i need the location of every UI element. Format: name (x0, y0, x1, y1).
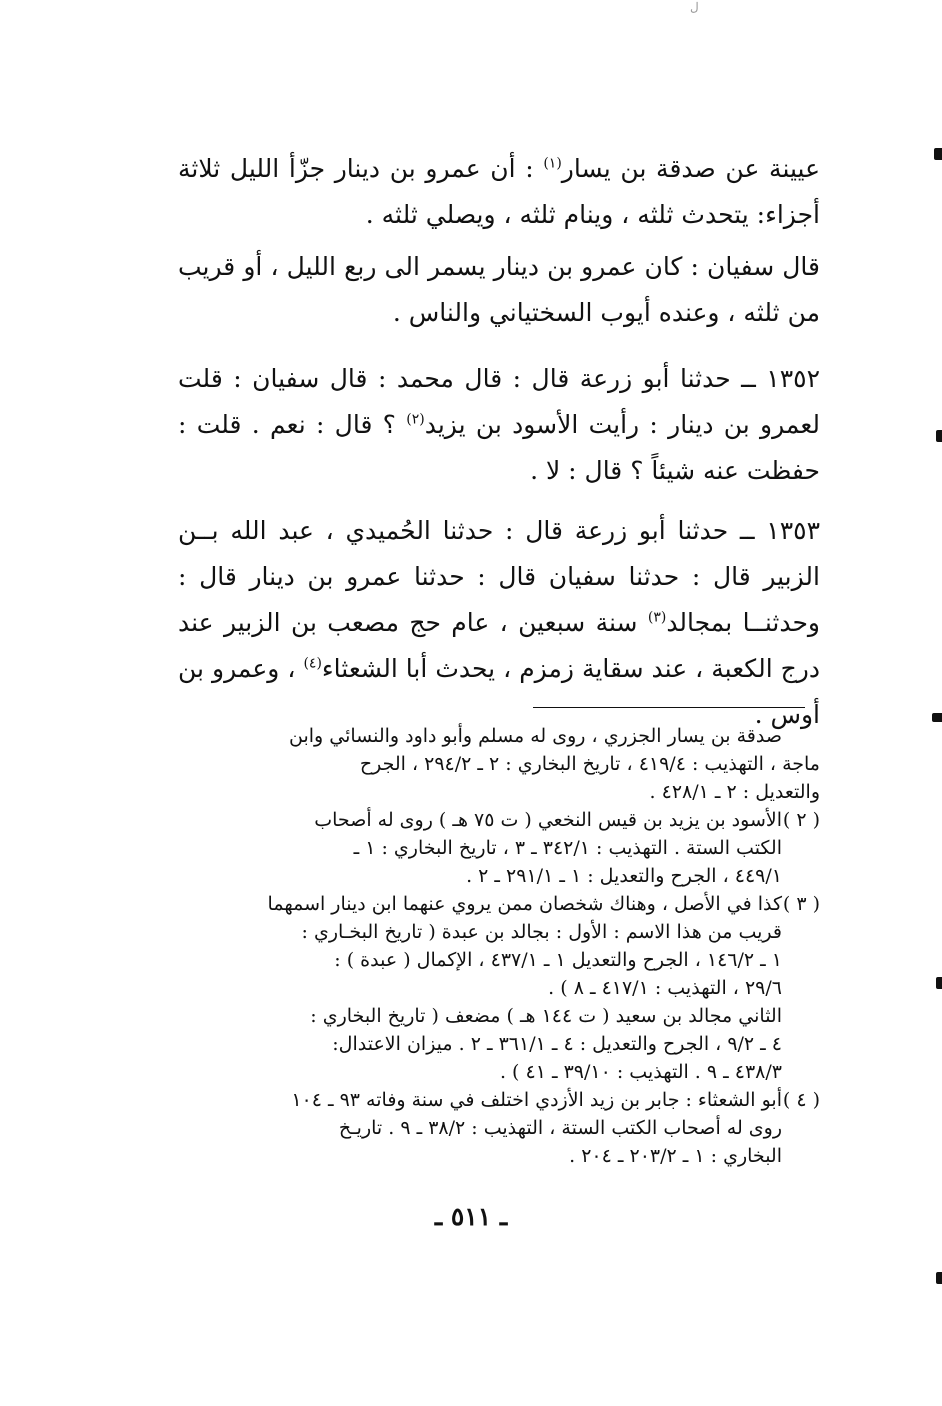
footnote-line: الأسود بن يزيد بن قيس النخعي ( ت ٧٥ هـ ) روى له أصحاب (314, 809, 782, 831)
footnote-line: روى له أصحاب الكتب الستة ، التهذيب : ٣٨/٢ ـ ٩ . تاريـخ (338, 1117, 782, 1139)
paragraph-hadith-1353 (178, 508, 820, 738)
footnote-line: ٤ ـ ٩/٢ ، الجرح والتعديل : ٤ ـ ٣٦١/١ ـ ٢ . ميزان الاعتدال: (332, 1033, 782, 1055)
footnote-line: كذا في الأصل ، وهناك شخصان ممن يروي عنهما ابن دينار اسمهما (267, 893, 782, 915)
footnote-2 (178, 806, 820, 890)
footnote-line: والتعديل : ٢ ـ ٤٢٨/١ . (649, 781, 820, 803)
main-text (178, 146, 820, 238)
text-segment: قال سفيان : كان عمرو بن دينار يسمر الى ربع الليل ، أو قريب من ثلثه ، وعنده أيوب السختياني والناس . (178, 252, 820, 327)
footnote-1 (178, 722, 820, 806)
paragraph-intro (178, 146, 820, 238)
footnote-ref: (١) (543, 155, 562, 172)
edge-mark (932, 713, 942, 722)
top-page-mark: ل (690, 0, 699, 14)
text-segment: سنة سبعين ، عام حج مصعب بن الزبير عند درج الكعبة ، عند سقاية زمزم ، يحدث أبا الشعثاء (178, 608, 821, 683)
edge-mark (934, 148, 942, 160)
footnote-line: ١ ـ ١٤٦/٢ ، الجرح والتعديل ١ ـ ٤٣٧/١ ، الإكمال ( عبدة ) : (334, 949, 782, 971)
footnote-line: ماجة ، التهذيب : ٤١٩/٤ ، تاريخ البخاري : ٢ ـ ٢٩٤/٢ ، الجرح (359, 753, 820, 775)
main-text (178, 508, 820, 738)
main-text (178, 356, 820, 494)
footnote-3 (178, 890, 820, 1086)
footnote-ref: (٤) (303, 655, 322, 672)
footnote-ref: (٢) (406, 411, 425, 428)
footnote-line: ٤٤٩/١ ، الجرح والتعديل : ١ ـ ٢٩١/١ ـ ٢ . (466, 865, 782, 887)
footnote-line: البخاري : ١ ـ ٢٠٣/٢ ـ ٢٠٤ . (569, 1145, 782, 1167)
footnotes (178, 722, 820, 1170)
footnote-4 (178, 1086, 820, 1170)
paragraph-hadith-1352 (178, 356, 820, 494)
footnote-separator (533, 707, 805, 708)
paragraph-sufyan (178, 244, 820, 336)
footnote-number: ( ٢ ) (782, 809, 820, 831)
text-segment: : أن عمرو بن دينار جزّأ الليل ثلاثة أجزاء: يتحدث ثلثه ، وينام ثلثه ، ويصلي ثلثه . (178, 154, 820, 229)
text-segment: ؟ قال : نعم . قلت : حفظت عنه شيئاً ؟ قال : لا . (178, 410, 820, 485)
footnote-number: ( ٣ ) (782, 893, 820, 915)
main-text (178, 244, 820, 336)
text-segment: ١٣٥٢ ــ حدثنا أبو زرعة قال : قال محمد : قال سفيان : قلت لعمرو بن دينار : رأيت الأسود بن يزيد (178, 364, 821, 439)
footnote-line: الكتب الستة . التهذيب : ٣٤٢/١ ـ ٣ ، تاريخ البخاري : ١ ـ (353, 837, 782, 859)
edge-mark (936, 430, 942, 442)
footnote-line: الثاني مجالد بن سعيد ( ت ١٤٤ هـ ) مضعف ( تاريخ البخاري : (310, 1005, 782, 1027)
edge-mark (936, 1272, 942, 1284)
footnote-line: ٤٣٨/٣ ـ ٩ . التهذيب : ٣٩/١٠ ـ ٤١ ) . (499, 1061, 782, 1083)
text-segment: ، وعمرو بن أوس . (178, 654, 820, 729)
text-segment: عيينة عن صدقة بن يسار (561, 154, 820, 183)
footnote-line: قريب من هذا الاسم : الأول : بجالد بن عبدة ( تاريخ البخـاري : (301, 921, 782, 943)
footnote-line: أبو الشعثاء : جابر بن زيد الأزدي اختلف في سنة وفاته ٩٣ ـ ١٠٤ (291, 1089, 782, 1111)
footnote-ref: (٣) (647, 609, 667, 626)
page-number: ـ ٥١١ ـ (434, 1202, 508, 1231)
footnote-line: ٢٩/٦ ، التهذيب : ٤١٧/١ ـ ٨ ) . (548, 977, 782, 999)
footnote-line: صدقة بن يسار الجزري ، روى له مسلم وأبو داود والنسائي وابن (289, 725, 782, 747)
edge-mark (936, 977, 942, 989)
text-segment: ١٣٥٣ ــ حدثنا أبو زرعة قال : حدثنا الحُميدي ، عبد الله بــن الزبير قال : حدثنا سفيان قال : حدثنا عمرو بن دينار قال : وحدثنــا بمجالد (178, 516, 820, 637)
footnote-number: ( ٤ ) (782, 1089, 820, 1111)
